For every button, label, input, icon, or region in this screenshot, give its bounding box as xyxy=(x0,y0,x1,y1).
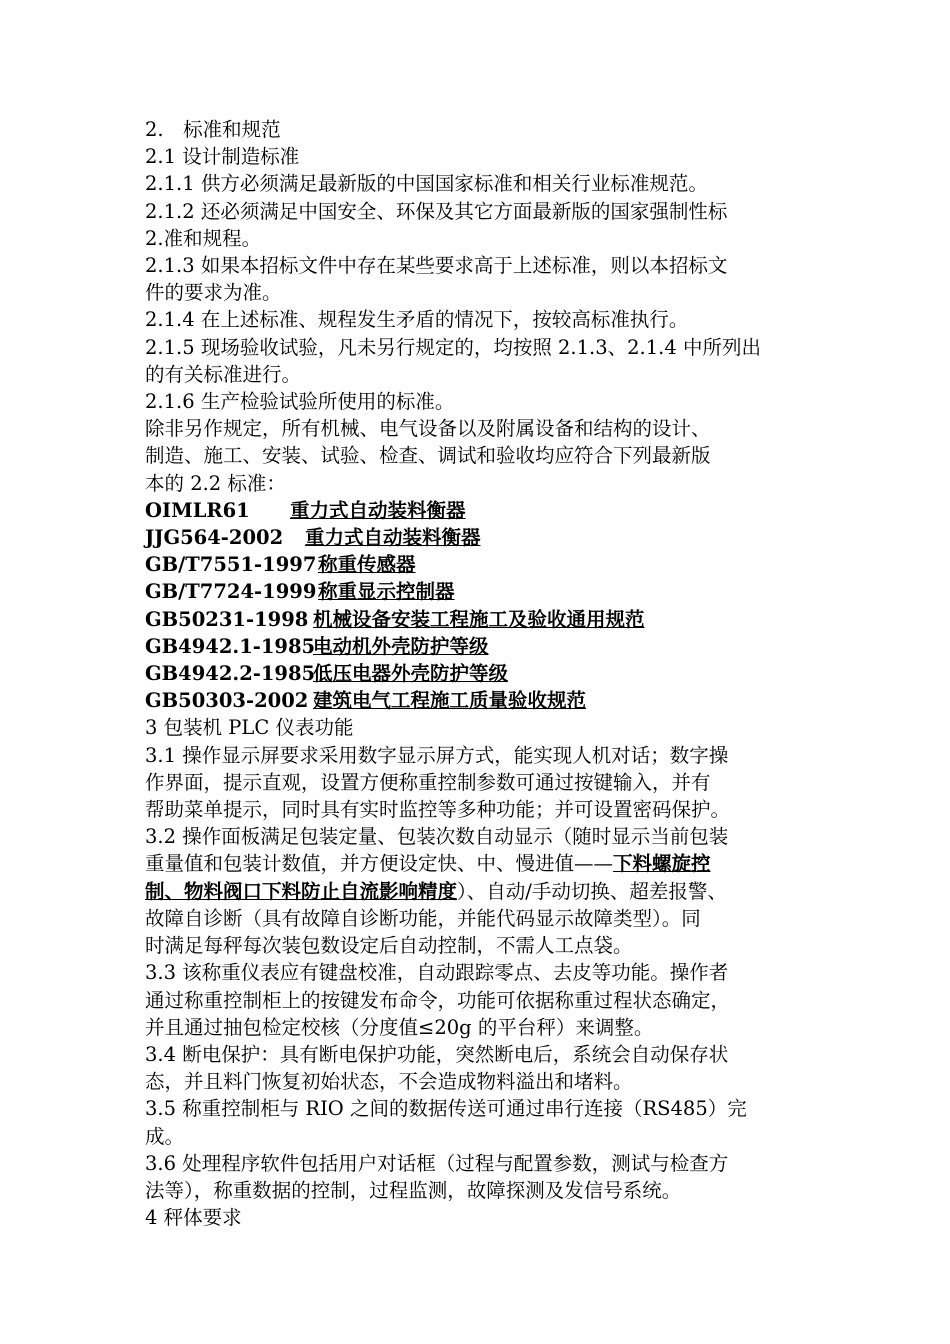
paragraph-line: 作界面，提示直观，设置方便称重控制参数可通过按键输入，并有 xyxy=(145,770,711,794)
paragraph-line: 帮助菜单提示，同时具有实时监控等多种功能；并可设置密码保护。 xyxy=(145,798,731,822)
standard-code: GB50231-1998 xyxy=(145,607,309,631)
standard-item xyxy=(145,606,825,633)
standard-name: 机械设备安装工程施工及验收通用规范 xyxy=(313,607,645,631)
document-body xyxy=(145,116,825,1231)
paragraph-line: 3.3 该称重仪表应有键盘校准，自动跟踪零点、去皮等功能。操作者 xyxy=(145,961,729,985)
standard-item xyxy=(145,633,825,660)
standard-name: 建筑电气工程施工质量验收规范 xyxy=(313,689,587,713)
paragraph-line: 3.1 操作显示屏要求采用数字显示屏方式，能实现人机对话；数字操 xyxy=(145,743,729,767)
highlighted-text: 下料螺旋控 xyxy=(613,852,711,876)
section-heading: 2. 标准和规范 xyxy=(145,118,281,141)
paragraph-line: 2.1.3 如果本招标文件中存在某些要求高于上述标准，则以本招标文 xyxy=(145,254,728,278)
standard-name: 低压电器外壳防护等级 xyxy=(313,662,509,686)
paragraph-line: 3.4 断电保护：具有断电保护功能，突然断电后，系统会自动保存状 xyxy=(145,1042,729,1066)
paragraph-line: 2.1.6 生产检验试验所使用的标准。 xyxy=(145,390,455,414)
paragraph-line: 并且通过抽包检定校核（分度值≤20g 的平台秤）来调整。 xyxy=(145,1015,654,1039)
text-run: 重量值和包装计数值，并方便设定快、中、慢进值—— xyxy=(145,852,614,876)
paragraph-line: 故障自诊断（具有故障自诊断功能，并能代码显示故障类型）。同 xyxy=(145,906,701,930)
standard-item xyxy=(145,687,825,714)
paragraph-line: 通过称重控制柜上的按键发布命令，功能可依据称重过程状态确定， xyxy=(145,988,731,1012)
standard-code: GB/T7724-1999 xyxy=(145,580,317,604)
section-heading: 3 包装机 PLC 仪表功能 xyxy=(145,716,354,740)
paragraph-line: 3.2 操作面板满足包装定量、包装次数自动显示（随时显示当前包装 xyxy=(145,825,729,849)
standard-code: GB50303-2002 xyxy=(145,689,309,713)
standard-name: 重力式自动装料衡器 xyxy=(305,526,481,550)
paragraph-line: 本的 2.2 标准： xyxy=(145,471,286,495)
standard-item xyxy=(145,578,825,605)
standard-item xyxy=(145,497,825,524)
standard-item xyxy=(145,524,825,551)
paragraph-line: 制造、施工、安装、试验、检查、调试和验收均应符合下列最新版 xyxy=(145,444,711,468)
paragraph-line: 除非另作规定，所有机械、电气设备以及附属设备和结构的设计、 xyxy=(145,417,711,441)
standard-code: GB4942.1-1985 xyxy=(145,634,316,658)
paragraph-line: 2.1.1 供方必须满足最新版的中国国家标准和相关行业标准规范。 xyxy=(145,172,708,196)
paragraph-line: 成。 xyxy=(145,1124,185,1148)
paragraph-line: 法等），称重数据的控制，过程监测，故障探测及发信号系统。 xyxy=(145,1178,682,1202)
paragraph-line: 2.1.5 现场验收试验，凡未另行规定的，均按照 2.1.3、2.1.4 中所列出 xyxy=(145,335,761,359)
paragraph-line: 的有关标准进行。 xyxy=(145,362,302,386)
text-run: ）、自动/手动切换、超差报警、 xyxy=(457,879,727,903)
standard-name: 电动机外壳防护等级 xyxy=(313,634,489,658)
standard-name: 称重传感器 xyxy=(318,553,416,577)
paragraph-line: 件的要求为准。 xyxy=(145,281,282,305)
standard-code: JJG564-2002 xyxy=(145,526,284,550)
paragraph-line: 2.准和规程。 xyxy=(145,226,262,250)
standard-code: OIMLR61 xyxy=(145,498,250,522)
standard-item xyxy=(145,551,825,578)
paragraph-line: 2.1.4 在上述标准、规程发生矛盾的情况下，按较高标准执行。 xyxy=(145,308,689,332)
standard-name: 称重显示控制器 xyxy=(318,580,455,604)
paragraph-line: 态，并且料门恢复初始状态，不会造成物料溢出和堵料。 xyxy=(145,1070,633,1094)
paragraph-line: 3.6 处理程序软件包括用户对话框（过程与配置参数，测试与检查方 xyxy=(145,1151,729,1175)
paragraph-line: 时满足每秤每次装包数设定后自动控制，不需人工点袋。 xyxy=(145,934,633,958)
highlighted-text: 制、物料阀口下料防止自流影响精度 xyxy=(145,879,458,903)
paragraph-line: 3.5 称重控制柜与 RIO 之间的数据传送可通过串行连接（RS485）完 xyxy=(145,1097,747,1121)
standard-code: GB/T7551-1997 xyxy=(145,553,317,577)
standard-name: 重力式自动装料衡器 xyxy=(290,498,466,522)
standard-item xyxy=(145,660,825,687)
paragraph-line xyxy=(145,878,825,905)
standard-code: GB4942.2-1985 xyxy=(145,662,316,686)
subsection-heading: 2.1 设计制造标准 xyxy=(145,145,300,169)
paragraph-line xyxy=(145,850,825,877)
paragraph-line: 2.1.2 还必须满足中国安全、环保及其它方面最新版的国家强制性标 xyxy=(145,199,728,223)
section-heading: 4 秤体要求 xyxy=(145,1206,242,1230)
